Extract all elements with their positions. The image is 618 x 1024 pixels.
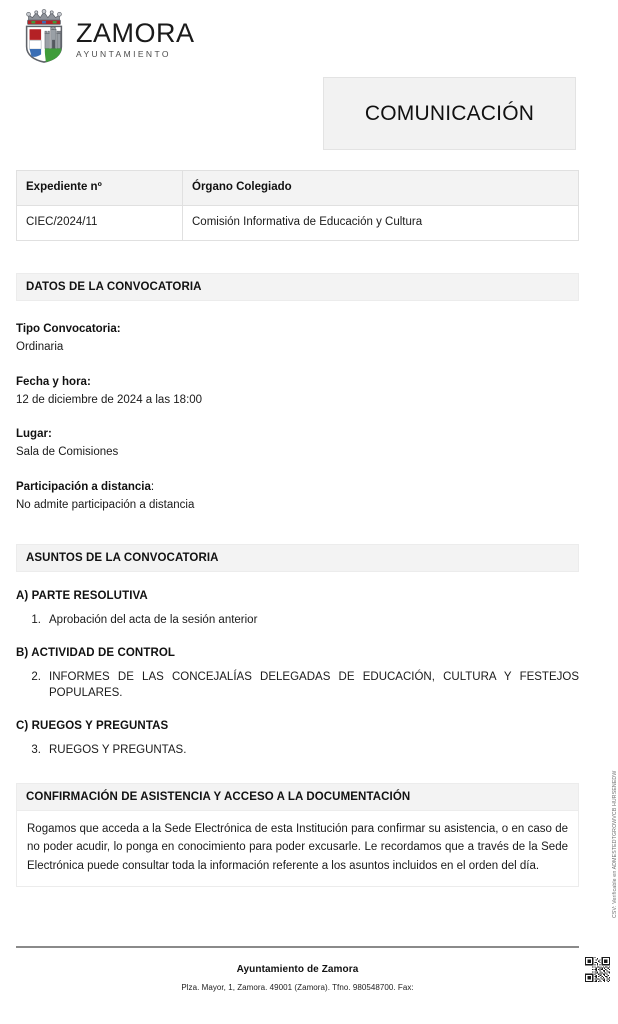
footer-divider xyxy=(16,946,579,948)
column-header-expediente: Expediente nº xyxy=(17,171,183,206)
document-header xyxy=(0,0,613,165)
field-label: Lugar: xyxy=(16,428,52,440)
agenda-group-heading: C) RUEGOS Y PREGUNTAS xyxy=(16,720,169,733)
table-row xyxy=(17,206,579,241)
field-label-colon: : xyxy=(150,480,155,493)
field-label xyxy=(16,479,579,496)
zamora-wordmark xyxy=(76,17,195,59)
document-type-box xyxy=(323,77,576,150)
agenda-item-text: INFORMES DE LAS CONCEJALÍAS DELEGADAS DE EDUCACIÓN, CULTURA Y FESTEJOS POPULARES. xyxy=(49,670,579,700)
agenda-item xyxy=(27,669,579,702)
confirmacion-body-text: Rogamos que acceda a la Sede Electrónica de esta Institución para confirmar su asistencia, o en caso de no poder acudir, lo ponga en conocimiento para poder excusarle. Le recordamos que a través de la Sede Electrónica puede consultar toda la información referente a los asuntos incluidos en el orden del día. xyxy=(16,811,579,887)
cell-expediente-numero: CIEC/2024/11 xyxy=(17,206,183,241)
agenda-item-text: RUEGOS Y PREGUNTAS. xyxy=(49,744,187,757)
agenda-item-text: Aprobación del acta de la sesión anterior xyxy=(49,614,258,626)
field-tipo-convocatoria xyxy=(16,321,579,357)
coat-of-arms-icon xyxy=(18,8,70,64)
field-value: Ordinaria xyxy=(16,341,64,354)
agenda-group-heading: A) PARTE RESOLUTIVA xyxy=(16,590,148,602)
agenda-item-number: 2. xyxy=(31,670,41,683)
expediente-table xyxy=(16,170,579,241)
field-lugar xyxy=(16,426,579,462)
footer-organization: Ayuntamiento de Zamora xyxy=(236,964,359,975)
logo-title: ZAMORA xyxy=(76,17,195,48)
column-header-organo: Órgano Colegiado xyxy=(183,171,579,206)
document-footer xyxy=(16,946,579,992)
field-fecha-hora xyxy=(16,374,579,410)
agenda-item-number: 1. xyxy=(31,614,41,626)
field-label-text: Participación a distancia xyxy=(16,480,151,493)
logo-subtitle: AYUNTAMIENTO xyxy=(76,48,171,59)
footer-address: Plza. Mayor, 1, Zamora. 49001 (Zamora). Tfno. 980548700. Fax: xyxy=(181,983,414,992)
section-title-asuntos: ASUNTOS DE LA CONVOCATORIA xyxy=(16,544,579,572)
field-participacion-distancia xyxy=(16,479,579,515)
field-label: Fecha y hora: xyxy=(16,375,91,388)
agenda-item-number: 3. xyxy=(31,744,41,757)
section-title-confirmacion: CONFIRMACIÓN DE ASISTENCIA Y ACCESO A LA DOCUMENTACIÓN xyxy=(16,783,579,811)
table-header-row xyxy=(17,171,579,206)
field-value: No admite participación a distancia xyxy=(16,498,195,511)
zamora-logo xyxy=(18,8,195,64)
cell-organo-colegiado: Comisión Informativa de Educación y Cultura xyxy=(183,206,579,241)
field-label: Tipo Convocatoria: xyxy=(16,323,121,335)
agenda-group-c xyxy=(16,720,579,759)
field-value: Sala de Comisiones xyxy=(16,446,119,459)
agenda-item xyxy=(27,742,579,759)
agenda-group-heading: B) ACTIVIDAD DE CONTROL xyxy=(16,646,176,659)
section-title-datos: DATOS DE LA CONVOCATORIA xyxy=(16,273,579,301)
document-content xyxy=(16,170,579,887)
csv-verification-text: CSV: Verificable en ADMESTEDTGROWVCB HURSENEDW xyxy=(612,770,618,918)
agenda-group-a xyxy=(16,590,579,629)
document-type-label: COMUNICACIÓN xyxy=(364,101,535,125)
agenda-group-b xyxy=(16,647,579,702)
convocatoria-fields xyxy=(16,321,579,514)
agenda-item xyxy=(27,612,579,629)
agenda-list xyxy=(16,590,579,759)
field-value: 12 de diciembre de 2024 a las 18:00 xyxy=(16,393,203,406)
